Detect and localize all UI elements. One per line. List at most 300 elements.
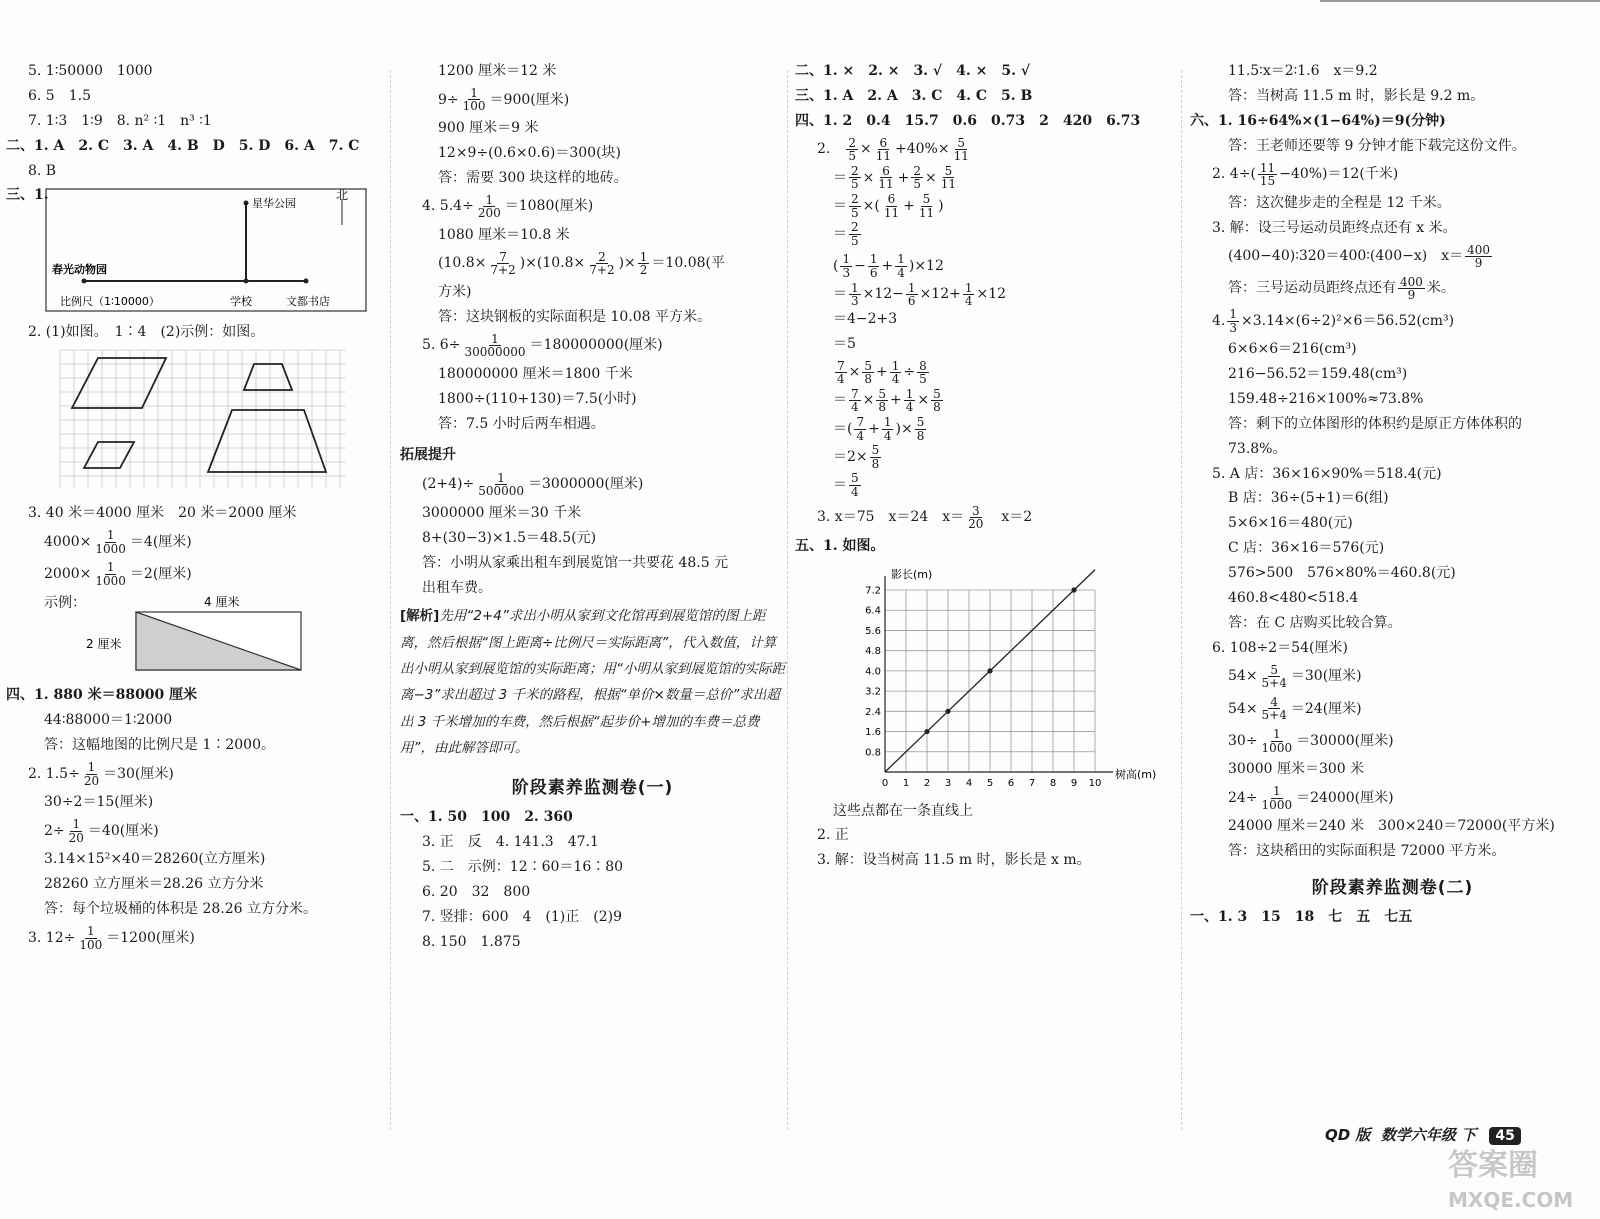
text: 4. 5.4÷ [422,198,474,215]
answer-line: 5. 1∶50000 1000 [28,63,153,79]
text: ＝40(厘米) [87,822,159,839]
fraction [638,251,650,277]
answer-line [400,87,785,113]
answer-line: 460.8<480<518.4 [1228,590,1359,606]
text: ＝30(厘米) [103,765,174,782]
fraction [462,333,527,359]
text: 2. 4÷( [1212,166,1256,183]
denominator: 11 [878,177,894,192]
data-point [1071,587,1076,592]
x-tick-label: 1 [902,777,910,789]
denominator: 20 [68,830,84,845]
fraction [1398,276,1425,302]
numerator: 4 [1270,694,1279,709]
numerator: 6 [879,135,888,150]
fraction [931,388,943,414]
text: ＝4(厘米) [129,533,192,550]
answer-line: 1200 厘米＝12 米 [438,63,557,79]
y-tick-label: 7.2 [865,585,881,597]
text: ×12− [862,286,904,303]
denominator: 11 [883,205,900,220]
numerator: 5 [1270,662,1279,677]
answer-line: 五、1. 如图。 [795,537,885,554]
denominator: 4 [964,294,973,309]
chart-axes [885,576,1113,772]
numerator: 2 [851,192,859,207]
numerator: 1 [491,331,499,346]
text: ＝( [833,420,853,437]
text: ×( [862,197,880,214]
fraction [476,194,503,220]
text: )×(10.8× [519,255,586,272]
text: 答：三号运动员距终点还有 [1228,280,1396,297]
fraction [1227,308,1239,334]
text: ＝1080(厘米) [504,198,594,215]
numerator: 1 [883,414,892,429]
answer-line [1190,696,1595,722]
numerator: 1 [897,252,905,267]
text: ＝10.08(平 [651,255,725,272]
fraction [476,472,526,498]
text: 4. [1212,312,1226,329]
denominator: 9 [1474,256,1483,271]
zoo-label: 春光动物园 [52,263,107,277]
text: × [862,392,875,409]
text: ＝ [833,476,847,493]
answer-line [795,193,1173,219]
text: ＝ [833,392,847,409]
denominator: 8 [916,428,925,443]
denominator: 8 [871,456,880,471]
answer-line: 11.5∶x＝2∶1.6 x＝9.2 [1228,63,1378,79]
answer-line [795,253,1173,279]
answer-line: 5×6×16＝480(元) [1228,515,1353,532]
answer-line: 30÷2＝15(厘米) [44,794,154,811]
denominator: 3 [1229,320,1237,335]
fraction [876,388,888,414]
fraction [849,221,861,247]
denominator: 5 [851,177,859,192]
text: 米。 [1426,280,1455,297]
answer-line: 28260 立方厘米＝28.26 立方分米 [44,876,264,893]
fraction [917,360,929,386]
text: 2. 1.5÷ [28,765,80,782]
answer-line: ＝4−2+3 [833,310,898,327]
y-tick-label: 0.8 [865,746,881,758]
text: 3. x＝75 x＝24 x＝ [817,509,965,526]
answer-line [1190,308,1595,334]
x-tick-label: 4 [965,777,973,789]
subject-label: 数学六年级 [1380,1126,1456,1144]
answer-line: 2. 正 [817,827,849,844]
parallelogram-large [72,358,166,408]
answer-line: 180000000 厘米＝1800 千米 [438,365,633,382]
text: ) [938,197,944,214]
denominator: 5+4 [1261,676,1287,691]
answer-line: 答：这块稻田的实际面积是 72000 平方米。 [1228,843,1506,860]
fraction [835,360,847,386]
y-tick-label: 1.6 [865,726,881,738]
denominator: 6 [907,294,916,309]
numerator: 6 [887,192,896,207]
denominator: 2 [639,263,648,278]
text: + [903,197,915,214]
text: )×12 [908,258,944,275]
x-axis-label: 树高(m) [1115,767,1157,781]
text: 3. 12÷ [28,929,76,946]
x-tick-label: 5 [986,777,994,789]
fraction [67,818,86,844]
answer-line: 一、1. 3 15 18 七 五 七五 [1190,909,1413,926]
park-point [244,201,249,206]
numerator: 2 [848,135,856,150]
answer-line: 1800÷(110+130)＝7.5(小时) [438,390,637,407]
answer-line: 一、1. 50 100 2. 360 [400,809,573,826]
denominator: 5 [848,149,856,164]
map-diagram [36,185,376,315]
fraction [488,251,517,277]
answer-line [1190,276,1595,302]
text: + [890,392,902,409]
numerator: 5 [922,192,931,207]
page-number: 45 [1489,1127,1520,1145]
answer-line: 答：当树高 11.5 m 时，影长是 9.2 m。 [1228,87,1485,104]
numerator: 1 [905,386,914,401]
fraction [1258,162,1277,188]
fraction [876,165,895,191]
answer-line: 答：需要 300 块这样的地砖。 [438,169,628,186]
numerator: 7 [837,358,845,373]
text: +40%× [895,141,950,158]
denominator: 5 [851,205,859,220]
answer-line: B 店：36÷(5+1)＝6(组) [1228,490,1389,507]
numerator: 5 [878,386,887,401]
text: ×12+ [919,286,961,303]
answer-column-1 [6,62,384,1142]
answer-line: 三、1. A 2. A 3. C 4. C 5. B [795,87,1033,104]
bookstore-point [304,279,309,284]
answer-line: 5. 二 示例：12∶60＝16∶80 [422,859,624,876]
text: ＝30(厘米) [1290,668,1362,685]
answer-line: 3000000 厘米＝30 千米 [422,504,582,521]
denominator: 5 [913,177,922,192]
numerator: 1 [497,470,505,485]
fraction [93,529,128,555]
fraction [846,137,858,163]
denominator: 8 [864,372,873,387]
denominator: 8 [933,400,941,415]
denominator: 1000 [95,573,126,588]
denominator: 1000 [95,541,126,556]
answer-line [6,925,384,951]
numerator: 2 [913,163,922,178]
section-heading: 拓展提升 [400,446,456,463]
numerator: 1 [106,560,115,575]
text: x＝2 [987,509,1033,526]
text: 30÷ [1228,732,1258,749]
fraction [77,925,104,951]
answer-line: 答：小明从家乘出租车到展览馆一共要花 48.5 元 [422,554,729,571]
answer-line [400,333,785,359]
denominator: 200 [477,206,501,221]
fraction [862,360,874,386]
text: −40%)＝12(千米) [1279,166,1399,183]
map-border [46,189,366,311]
text: 2. [817,141,831,158]
numerator: 1 [842,252,851,267]
numerator: 5 [864,358,873,373]
text: × [860,141,872,158]
answer-line: 30000 厘米＝300 米 [1228,761,1365,778]
answer-line: 3. 解：设三号运动员距终点还有 x 米。 [1212,219,1457,236]
answer-line [795,360,1173,386]
fraction [911,165,923,191]
denominator: 20 [968,517,984,532]
x-tick-label: 0 [881,777,889,789]
x-tick-label: 9 [1070,777,1078,789]
fraction [93,561,128,587]
fraction [82,761,101,787]
text: (400−40)∶320＝400∶(400−x) x＝ [1228,248,1464,265]
numerator: 5 [871,443,880,458]
numerator: 1 [869,252,878,267]
numerator: 400 [1400,274,1423,289]
answer-line: 6. 108÷2＝54(厘米) [1212,639,1348,656]
fraction [890,360,902,386]
fraction [1260,785,1295,811]
fraction [882,193,901,219]
answer-line: 示例： [44,594,86,611]
numerator: 1 [1273,727,1281,742]
x-tick-label: 6 [1007,777,1015,789]
top-rule [1320,0,1600,2]
analysis-paragraph [400,603,785,761]
answer-line: 12×9÷(0.6×0.6)＝300(块) [438,144,622,161]
denominator: 4 [856,428,865,443]
denominator: 8 [878,400,887,415]
numerator: 1 [106,528,115,543]
x-tick-label: 3 [944,777,952,789]
text: )× [895,420,913,437]
y-tick-label: 2.4 [865,706,881,718]
text: 5. 6÷ [422,337,461,354]
text: ＝ [833,197,847,214]
data-point [945,708,950,713]
rect-width-label: 4 厘米 [204,595,240,610]
fraction [849,165,861,191]
text: 4000× [44,533,92,550]
column-divider [390,70,391,1130]
data-point [924,729,929,734]
answer-line [795,416,1173,442]
fraction [1260,728,1295,754]
answer-line [1190,728,1595,754]
numerator: 5 [916,414,925,429]
text: × [862,169,875,186]
x-tick-label: 7 [1028,777,1036,789]
denominator: 3 [851,294,859,309]
denominator: 11 [940,177,957,192]
text: 2÷ [44,822,65,839]
column-divider [1181,70,1182,1130]
north-label: 北 [336,188,349,203]
volume-label: 下 [1461,1126,1477,1144]
text: ＝ [833,169,847,186]
answer-line [1190,244,1595,270]
text: (10.8× [438,255,487,272]
answer-line: 四、1. 880 米＝88000 厘米 [6,687,198,704]
answer-line: 3. 解：设当树高 11.5 m 时，影长是 x m。 [817,852,1091,869]
fraction [849,282,861,308]
text: ＝ [833,225,847,242]
answer-line: 6. 20 32 800 [422,883,531,900]
denominator: 5+4 [1261,708,1287,723]
denominator: 11 [953,149,969,164]
denominator: 500000 [478,484,525,499]
answer-line: C 店：36×16＝576(元) [1228,540,1385,557]
numerator: 1 [907,280,916,295]
fraction [963,282,975,308]
analysis-text: 先用“2+4”求出小明从家到文化馆再到展览馆的图上距离，然后根据“图上距离÷比例尺＝实际距离”，代入数值，计算出小明从家到展览馆的实际距离；用“小明从家到展览馆的实际距离−3”求出超过 3 千米的路程，根据“单价×数量＝总价”求出超出 3 千米增加的车费，然后根据“起步价+增加的车费＝总费用”，由此解答即可。 [400,608,785,756]
chart-ticks [865,585,1101,789]
y-axis-label: 影长(m) [891,567,933,581]
fraction [904,388,916,414]
answer-line [1190,785,1595,811]
numerator: 2 [851,163,859,178]
fraction [1260,664,1289,690]
rect-height-label: 2 厘米 [86,637,122,652]
denominator: 5 [851,233,859,248]
answer-line: 24000 厘米＝240 米 300×240＝72000(平方米) [1228,818,1555,835]
denominator: 4 [891,372,900,387]
chart-grid [885,590,1095,772]
numerator: 6 [882,163,890,178]
answer-line [795,221,1173,247]
fraction [952,137,971,163]
x-tick-label: 2 [923,777,931,789]
answer-line: 答：7.5 小时后两车相遇。 [438,415,605,432]
text: ＝900(厘米) [489,91,570,108]
numerator: 1 [964,280,973,295]
denominator: 100 [462,99,486,114]
answer-line [6,529,384,555]
fraction [1465,244,1492,270]
denominator: 6 [869,266,878,281]
answer-line [795,282,1173,308]
answer-column-4 [1190,62,1595,1142]
denominator: 100 [79,937,103,952]
text: ＝2× [833,448,868,465]
answer-line: 576>500 576×80%＝460.8(元) [1228,565,1456,582]
answer-line [400,251,785,277]
answer-line: 900 厘米＝9 米 [438,120,539,137]
fraction [906,282,918,308]
answer-line [795,505,1173,531]
text: − [854,258,866,275]
numerator: 1 [86,924,95,938]
denominator: 11 [875,149,892,164]
answer-line: 答：这块钢板的实际面积是 10.08 平方米。 [438,308,711,325]
answer-line: 2. (1)如图。 1∶4 (2)示例：如图。 [28,324,265,341]
text: × [848,364,861,381]
denominator: 4 [851,484,859,499]
parallelogram-small [84,442,134,468]
analysis-tag: [解析] [400,608,440,625]
fraction [915,416,927,442]
answer-line: 3. 正 反 4. 141.3 47.1 [422,834,599,851]
numerator: 7 [856,414,865,429]
answer-line: 答：在 C 店购买比较合算。 [1228,614,1402,631]
denominator: 4 [905,400,914,415]
x-tick-label: 8 [1049,777,1057,789]
text: ＝24000(厘米) [1296,789,1394,806]
answer-line: 159.48÷216×100%≈73.8% [1228,390,1424,407]
y-tick-label: 6.4 [865,605,881,617]
text: ＝30000(厘米) [1296,732,1394,749]
text: ＝24(厘米) [1290,700,1362,717]
rectangle-figure [66,594,366,674]
fraction [461,87,488,113]
scale-label: 比例尺（1∶10000） [60,295,160,309]
text: + [897,169,910,186]
y-tick-label: 5.6 [865,625,881,637]
answer-line: 答：剩下的立体图形的体积约是原正方体体积的 [1228,415,1522,432]
text: 54× [1228,700,1258,717]
watermark-top: 答案圈 [1448,1148,1538,1183]
text: + [881,258,894,275]
denominator: 15 [1259,174,1276,189]
text: + [868,420,880,437]
fraction [874,137,893,163]
denominator: 1000 [1261,740,1293,755]
fraction [840,253,852,279]
numerator: 8 [919,358,927,373]
answer-line: 出租车费。 [422,579,492,596]
answer-line: 6. 5 1.5 [28,87,91,104]
numerator: 1 [1229,306,1237,321]
answer-line: 7. 竖排：600 4 (1)正 (2)9 [422,908,623,925]
trapezoid-small [244,364,292,390]
fraction [870,444,882,470]
numerator: 11 [1259,160,1276,175]
fraction [849,388,861,414]
text: × [917,392,930,409]
school-point [244,279,249,284]
watermark-logo [1442,1137,1592,1215]
text: ×12 [976,286,1007,303]
answer-line [6,761,384,787]
text: 54× [1228,668,1258,685]
column-divider [787,70,788,1130]
section-title: 阶段素养监测卷(一) [511,778,674,799]
fraction [917,193,936,219]
numerator: 5 [957,135,966,150]
grid-figure [56,348,356,498]
denominator: 5 [919,372,927,387]
answer-line: 答：这次健步走的全程是 12 千米。 [1228,194,1451,211]
fraction [882,416,894,442]
fraction [1260,696,1289,722]
text: × [925,169,937,186]
zoo-point [82,279,87,284]
fraction [587,251,616,277]
answer-line: 答：王老师还要等 9 分钟才能下载完这份文件。 [1228,137,1526,154]
answer-line [1190,162,1595,188]
text: ＝ [833,286,847,303]
answer-line [795,444,1173,470]
trapezoid-large [208,410,326,472]
denominator: 4 [851,400,859,415]
